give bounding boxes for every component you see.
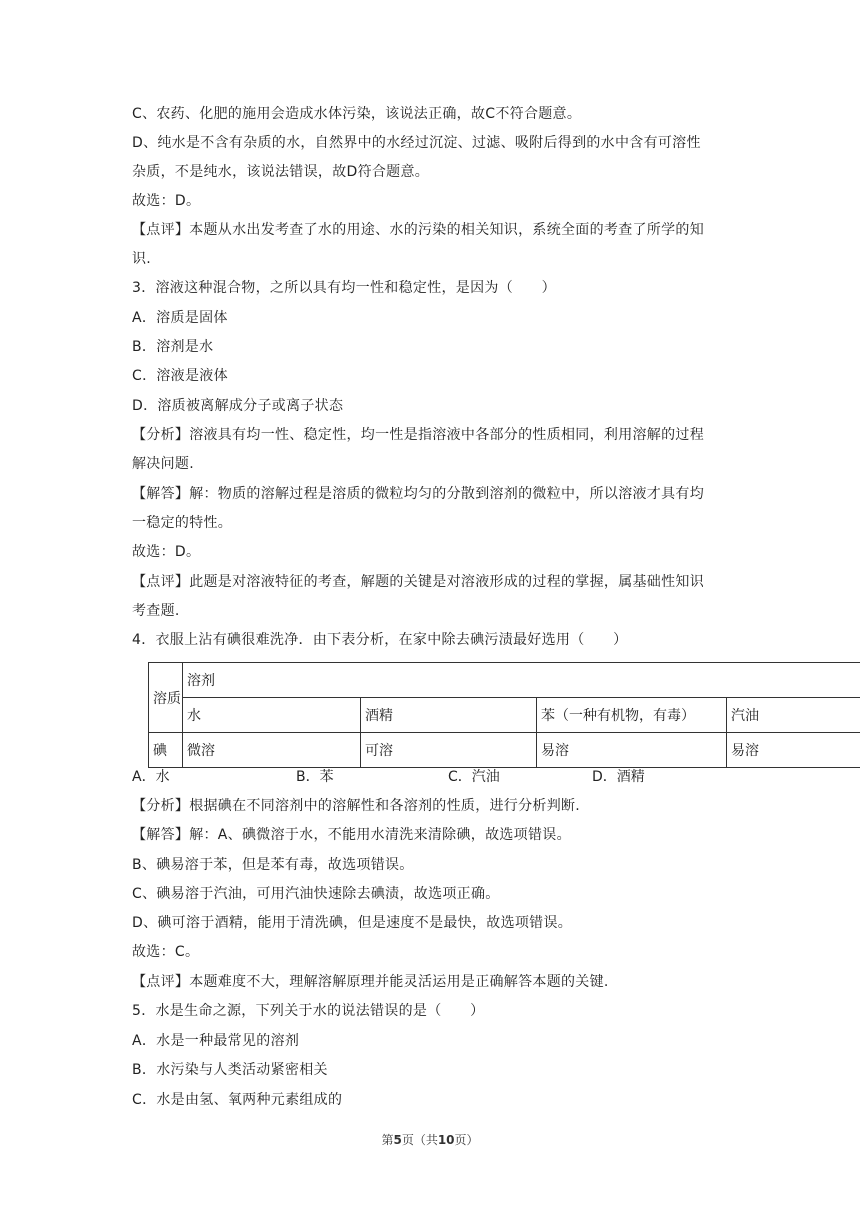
question-4-option-b: B．苯: [296, 769, 334, 785]
question-5-option-a: A．水是一种最常见的溶剂: [132, 1033, 300, 1049]
table-cell-value: 微溶: [183, 733, 361, 768]
table-row: [149, 698, 860, 733]
question-3-option-b: B．溶剂是水: [132, 339, 214, 355]
table-cell-value: 可溶: [361, 733, 537, 768]
page-footer: [0, 1132, 860, 1148]
answer-line: 故选：C。: [132, 944, 200, 960]
question-3-option-a: A．溶质是固体: [132, 310, 228, 326]
question-4-stem: 4．衣服上沾有碘很难洗净．由下表分析，在家中除去碘污渍最好选用（ ）: [132, 632, 628, 648]
question-3-option-c: C．溶液是液体: [132, 368, 228, 384]
question-3-option-d: D．溶质被离解成分子或离子状态: [132, 398, 344, 414]
question-4-option-c: C．汽油: [448, 769, 500, 785]
text-line: C、农药、化肥的施用会造成水体污染，该说法正确，故C不符合题意。: [132, 106, 582, 122]
footer-prefix: 第: [381, 1133, 394, 1147]
question-4-option-d: D．酒精: [592, 769, 645, 785]
text-line: 杂质，不是纯水，该说法错误，故D符合题意。: [132, 164, 430, 180]
solution-line: 【解答】解：A、碘微溶于水，不能用水清洗来清除碘，故选项错误。: [132, 827, 571, 843]
question-3-stem: 3．溶液这种混合物，之所以具有均一性和稳定性，是因为（ ）: [132, 280, 556, 296]
comment-line: 考查题.: [132, 603, 180, 619]
comment-line: 【点评】此题是对溶液特征的考查，解题的关键是对溶液形成的过程的掌握，属基础性知识: [132, 574, 704, 590]
table-header-solute: 溶质: [149, 663, 183, 733]
table-cell-value: 易溶: [537, 733, 727, 768]
answer-line: 故选：D。: [132, 544, 201, 560]
table-header-solvent: 溶剂: [183, 663, 860, 698]
table-cell-solvent: 苯（一种有机物，有毒）: [537, 698, 727, 733]
table-cell-value: 易溶: [727, 733, 860, 768]
analysis-line: 【分析】根据碘在不同溶剂中的溶解性和各溶剂的性质，进行分析判断.: [132, 798, 581, 814]
solution-line: B、碘易溶于苯，但是苯有毒，故选项错误。: [132, 857, 414, 873]
text-line: 【点评】本题从水出发考查了水的用途、水的污染的相关知识，系统全面的考查了所学的知: [132, 222, 704, 238]
question-5-stem: 5．水是生命之源，下列关于水的说法错误的是（ ）: [132, 1003, 485, 1019]
analysis-line: 【分析】溶液具有均一性、稳定性，均一性是指溶液中各部分的性质相同，利用溶解的过程: [132, 427, 704, 443]
solution-line: C、碘易溶于汽油，可用汽油快速除去碘渍，故选项正确。: [132, 886, 500, 902]
analysis-line: 解决问题.: [132, 456, 194, 472]
table-row: [149, 663, 860, 698]
solubility-table: [148, 662, 860, 768]
footer-middle: 页（共: [401, 1133, 438, 1147]
text-line: 识.: [132, 251, 152, 267]
question-5-option-c: C．水是由氢、氧两种元素组成的: [132, 1092, 343, 1108]
table-row: [149, 733, 860, 768]
comment-line: 【点评】本题难度不大，理解溶解原理并能灵活运用是正确解答本题的关键.: [132, 974, 609, 990]
table-cell-solvent: 汽油: [727, 698, 860, 733]
page-total: 10: [437, 1133, 455, 1147]
solution-line: 【解答】解：物质的溶解过程是溶质的微粒均匀的分散到溶剂的微粒中，所以溶液才具有均: [132, 486, 704, 502]
table-cell-solute: 碘: [149, 733, 183, 768]
footer-suffix: 页）: [454, 1133, 479, 1147]
table-cell-solvent: 酒精: [361, 698, 537, 733]
text-line: 故选：D。: [132, 193, 201, 209]
solution-line: D、碘可溶于酒精，能用于清洗碘，但是速度不是最快，故选项错误。: [132, 915, 573, 931]
text-line: D、纯水是不含有杂质的水，自然界中的水经过沉淀、过滤、吸附后得到的水中含有可溶性: [132, 135, 701, 151]
page-number: 5: [393, 1133, 402, 1147]
solution-line: 一稳定的特性。: [132, 515, 233, 531]
table-cell-solvent: 水: [183, 698, 361, 733]
question-5-option-b: B．水污染与人类活动紧密相关: [132, 1062, 328, 1078]
question-4-option-a: A．水: [132, 769, 170, 785]
